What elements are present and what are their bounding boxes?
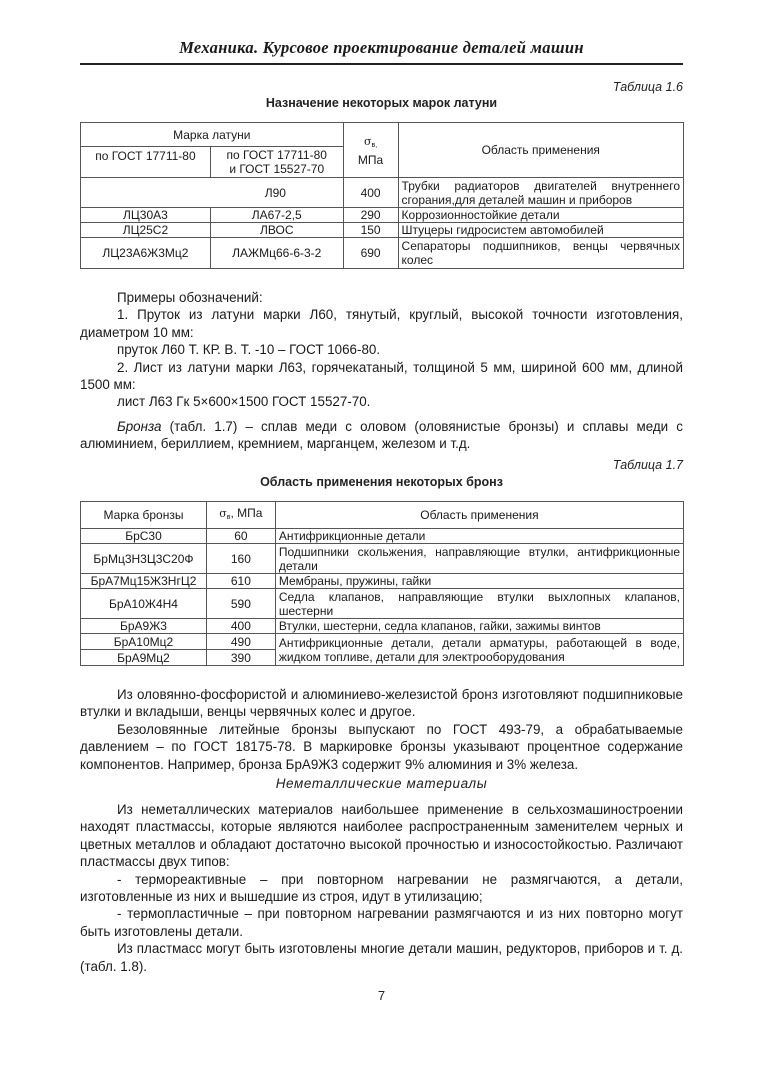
cell-application: Подшипники скольжения, направляющие втулки, антифрикционные детали: [275, 544, 683, 574]
header-gost-a: по ГОСТ 17711-80: [81, 147, 211, 178]
sigma-symbol: σ: [363, 134, 372, 148]
header-rule: [80, 63, 683, 65]
cell-sigma: 400: [343, 178, 398, 208]
cell-application: Антифрикционные детали, детали арматуры, работающей в воде, жидком топливе, детали для электрооборудования: [275, 634, 683, 666]
paragraph: Из неметаллических материалов наибольшее применение в сельхозмашиностроении находят пластмассы, которые являются наиболее распространенным заменителем черных и цветных металлов и обладают достаточно высокой прочностью и износостойкостью. Различают пластмассы двух типов:: [80, 802, 683, 870]
list-item: - термореактивные – при повторном нагревании не размягчаются, а детали, изготовленные из них и вышедшие из строя, идут в утилизацию;: [80, 871, 683, 905]
examples-heading: Примеры обозначений:: [117, 290, 263, 305]
cell-gost-a: ЛЦ23А6Ж3Мц2: [81, 238, 211, 269]
cell-sigma: 60: [206, 529, 275, 544]
cell-application: Коррозионностойкие детали: [398, 208, 683, 223]
table-1-6-caption: Таблица 1.6: [612, 80, 683, 94]
cell-application: Трубки радиаторов двигателей внутреннего сгорания,для деталей машин и приборов: [398, 178, 683, 208]
example-1: 1. Пруток из латуни марки Л60, тянутый, круглый, высокой точности изготовления, диаметром 10 мм:: [80, 307, 683, 340]
table-row: [81, 238, 684, 269]
cell-gost-a: ЛЦ25С2: [81, 223, 211, 238]
cell-sigma: 290: [343, 208, 398, 223]
cell-brand: БрА7Мц15Ж3НгЦ2: [81, 574, 207, 589]
cell-gost-b: ЛА67-2,5: [210, 208, 343, 223]
cell-sigma: 490: [206, 634, 275, 650]
cell-sigma: 160: [206, 544, 275, 574]
example-1-designation: пруток Л60 Т. КР. В. Т. -10 – ГОСТ 1066-80.: [117, 342, 381, 358]
table-row: [81, 208, 684, 223]
section-title-nonmetallic: Неметаллические материалы: [275, 776, 488, 791]
example-2-designation: лист Л63 Гк 5×600×1500 ГОСТ 15527-70.: [117, 394, 371, 410]
bronze-paragraphs: [80, 686, 683, 773]
cell-sigma: 150: [343, 223, 398, 238]
running-header-title: Механика. Курсовое проектирование деталей машин: [179, 38, 584, 57]
table-row: [81, 619, 684, 634]
example-2: 2. Лист из латуни марки Л63, горячекатаный, толщиной 5 мм, шириной 600 мм, длиной 1500 мм:: [80, 359, 683, 393]
cell-sigma: 390: [206, 650, 275, 666]
bronze-table: [80, 501, 684, 666]
cell-application: Сепараторы подшипников, венцы червячных колес: [398, 238, 683, 269]
header-brand-group: Марка латуни: [81, 123, 344, 147]
table-row: [81, 178, 684, 208]
header-sigma: $\sigma_в$, МПа: [206, 502, 275, 529]
nonmetallic-body: [80, 801, 683, 975]
table-1-7-caption: Таблица 1.7: [612, 458, 683, 472]
paragraph: Из оловянно-фосфористой и алюминиево-железистой бронз изготовляют подшипниковые втулки и вкладыши, венцы червячных колес и другое.: [80, 687, 683, 720]
cell-brand: БрА9Ж3: [81, 619, 207, 634]
table-row: [81, 589, 684, 619]
table-row: [81, 223, 684, 238]
cell-application: Втулки, шестерни, седла клапанов, гайки, зажимы винтов: [275, 619, 683, 634]
table-row: [81, 574, 684, 589]
bronze-term: Бронза: [117, 419, 162, 434]
cell-brand: БрА9Мц2: [81, 650, 207, 666]
header-gost-b: по ГОСТ 17711-80 и ГОСТ 15527-70: [210, 147, 343, 178]
cell-application: Штуцеры гидросистем автомобилей: [398, 223, 683, 238]
table-1-6-title: Назначение некоторых марок латуни: [265, 96, 498, 110]
cell-application: Седла клапанов, направляющие втулки выхлопных клапанов, шестерни: [275, 589, 683, 619]
header-application: Область применения: [275, 502, 683, 529]
paragraph: Безоловянные литейные бронзы выпускают по ГОСТ 493-79, а обрабатываемые давлением – по ГОСТ 18175-78. В маркировке бронзы указывают процентное содержание компонентов. Например, бронза БрА9Ж3 содержит 9% алюминия и 3% железа.: [80, 721, 683, 772]
page-number: 7: [377, 988, 386, 1003]
table-row: [81, 544, 684, 574]
cell-application: Антифрикционные детали: [275, 529, 683, 544]
header-application: Область применения: [398, 123, 683, 178]
cell-gost-a: ЛЦ30А3: [81, 208, 211, 223]
cell-gost-b: ЛВОС: [210, 223, 343, 238]
table-row: [81, 529, 684, 544]
examples-block: [80, 289, 683, 411]
cell-brand: Л90: [81, 178, 344, 208]
cell-brand: БрА10Ж4Н4: [81, 589, 207, 619]
cell-application: Мембраны, пружины, гайки: [275, 574, 683, 589]
cell-brand: БрМц3Н3Ц3С20Ф: [81, 544, 207, 574]
bronze-intro: [80, 418, 683, 453]
cell-sigma: 590: [206, 589, 275, 619]
cell-brand: БрА10Мц2: [81, 634, 207, 650]
table-1-7-title: Область применения некоторых бронз: [260, 475, 503, 489]
cell-brand: БрС30: [81, 529, 207, 544]
list-item: - термопластичные – при повторном нагревании размягчаются и из них повторно могут быть изготовлены детали.: [80, 906, 683, 939]
table-row: [81, 634, 684, 650]
cell-sigma: 610: [206, 574, 275, 589]
cell-gost-b: ЛАЖМц66-6-3-2: [210, 238, 343, 269]
header-brand: Марка бронзы: [81, 502, 207, 529]
bronze-definition: (табл. 1.7) – сплав меди с оловом (оловянистые бронзы) и сплавы меди с алюминием, бериллием, кремнием, марганцем, железом и т.д.: [80, 419, 683, 452]
brass-table: [80, 122, 684, 269]
header-sigma: $\sigma_{в,}$ МПа: [343, 123, 398, 178]
cell-sigma: 690: [343, 238, 398, 269]
cell-sigma: 400: [206, 619, 275, 634]
paragraph: Из пластмасс могут быть изготовлены многие детали машин, редукторов, приборов и т. д. (табл. 1.8).: [80, 941, 683, 974]
